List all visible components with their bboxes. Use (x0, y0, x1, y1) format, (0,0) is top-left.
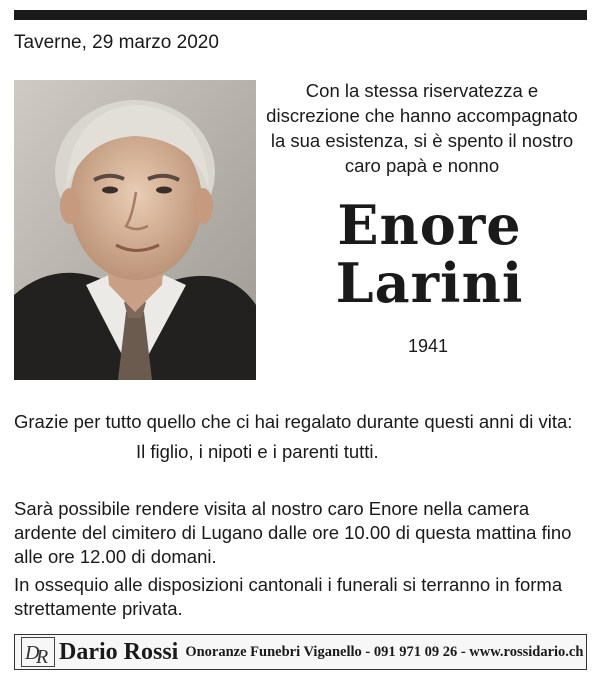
funeral-notice (14, 573, 589, 621)
intro-line: discrezione che hanno accompagnato (266, 105, 578, 126)
notice-date: Taverne, 29 marzo 2020 (14, 32, 219, 53)
visit-notice (14, 497, 589, 569)
visit-line: alle ore 12.00 di domani. (14, 546, 217, 567)
dr-logo-icon (21, 637, 55, 667)
intro-line: la sua esistenza, si è spento il nostro (270, 130, 574, 151)
funeral-home-footer (14, 634, 587, 670)
intro-line: caro papà e nonno (344, 155, 500, 176)
svg-text:R: R (36, 646, 49, 667)
visit-line: ardente del cimitero di Lugano dalle ore 10.00 di questa mattina fino (14, 522, 572, 543)
family-signature: Il figlio, i nipoti e i parenti tutti. (136, 441, 379, 462)
thanks-message: Grazie per tutto quello che ci hai regalato durante questi anni di vita: (14, 411, 573, 432)
svg-text:D: D (25, 642, 40, 664)
intro-text (262, 78, 582, 178)
first-name: Enore (337, 193, 522, 257)
funeral-line: strettamente privata. (14, 598, 183, 619)
visit-line: Sarà possibile rendere visita al nostro caro Enore nella camera (14, 498, 530, 519)
last-name: Larini (335, 251, 524, 315)
funeral-line: In ossequio alle disposizioni cantonali i funerali si terranno in forma (14, 574, 563, 595)
deceased-name (262, 193, 597, 315)
birth-year: 1941 (407, 336, 449, 356)
intro-line: Con la stessa riservatezza e (305, 80, 539, 101)
top-rule (14, 10, 587, 20)
portrait-photo (14, 80, 256, 380)
funeral-home-brand: Dario Rossi (59, 638, 179, 665)
funeral-home-info: Onoranze Funebri Viganello - 091 971 09 26 - www.rossidario.ch (185, 643, 584, 660)
